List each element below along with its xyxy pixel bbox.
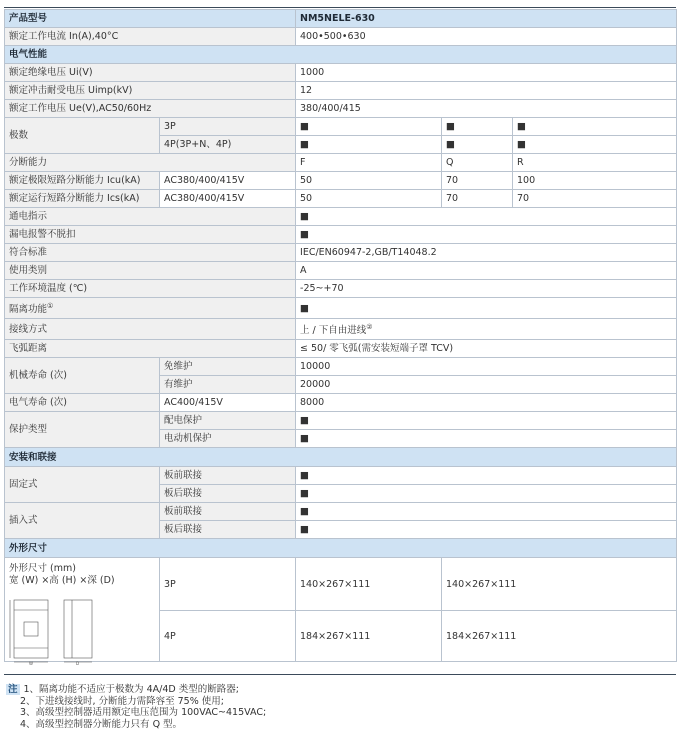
table-row (5, 280, 677, 298)
category-label: 使用类别 (5, 262, 296, 280)
protection-value: ■ (296, 430, 677, 448)
poles-cell: ■ (296, 136, 442, 154)
poles-sub: 4P(3P+N、4P) (160, 136, 296, 154)
dims-sub: 4P (160, 611, 296, 662)
footnote-line: 4、高级型控制器分断能力只有 Q 型。 (20, 718, 183, 730)
ics-cell: 50 (296, 190, 442, 208)
mech-life-sub: 有维护 (160, 376, 296, 394)
ics-cell: 70 (513, 190, 677, 208)
fixed-value: ■ (296, 467, 677, 485)
elec-life-label: 电气寿命 (次) (5, 394, 160, 412)
icu-cell: 70 (442, 172, 513, 190)
footnote-line: 3、高级型控制器适用额定电压范围为 100VAC~415VAC; (20, 707, 267, 718)
elec-life-sub: AC400/415V (160, 394, 296, 412)
poles-label: 极数 (5, 118, 160, 154)
temperature-label: 工作环境温度 (℃) (5, 280, 296, 298)
arc-distance-value: ≤ 50/ 零飞弧(需安装短端子罩 TCV) (296, 340, 677, 358)
poles-cell: ■ (442, 136, 513, 154)
table-row (5, 154, 677, 172)
footnote-line: 2、下进线接线时, 分断能力需降容至 75% 使用; (20, 695, 224, 707)
dims-value: 184×267×111 (296, 611, 442, 662)
table-row (5, 28, 677, 46)
poles-cell: ■ (296, 118, 442, 136)
wiring-label: 接线方式 (5, 319, 296, 340)
protection-sub: 电动机保护 (160, 430, 296, 448)
icu-cell: 50 (296, 172, 442, 190)
footnote-text: 1、隔离功能不适应于极数为 4A/4D 类型的断路器; (23, 684, 239, 695)
fixed-label: 固定式 (5, 467, 160, 503)
isolation-label-text: 隔离功能 (9, 304, 48, 316)
fixed-sub: 板前联接 (160, 467, 296, 485)
spec-table (4, 9, 677, 662)
impulse-voltage-label: 额定冲击耐受电压 Uimp(kV) (5, 82, 296, 100)
table-row (5, 319, 677, 340)
impulse-voltage-value: 12 (296, 82, 677, 100)
dims-value: 184×267×111 (442, 611, 677, 662)
product-model-value: NM5NELE-630 (296, 10, 677, 28)
rated-current-value: 400•500•630 (296, 28, 677, 46)
dims-value: 140×267×111 (442, 558, 677, 611)
table-row (5, 226, 677, 244)
standard-value: IEC/EN60947-2,GB/T14048.2 (296, 244, 677, 262)
table-row (5, 82, 677, 100)
wiring-value-cell (296, 319, 677, 340)
poles-cell: ■ (442, 118, 513, 136)
power-indication-label: 通电指示 (5, 208, 296, 226)
mech-life-value: 20000 (296, 376, 677, 394)
arc-distance-label: 飞弧距离 (5, 340, 296, 358)
icu-cell: 100 (513, 172, 677, 190)
table-row (5, 412, 677, 430)
wiring-value: 上 / 下自由进线 (300, 325, 367, 337)
wiring-footnote-mark: ② (366, 323, 373, 332)
isolation-footnote-mark: ① (47, 302, 54, 310)
diagram-d-label: D (76, 661, 80, 666)
table-row (5, 262, 677, 280)
mech-life-sub: 免维护 (160, 358, 296, 376)
mech-life-value: 10000 (296, 358, 677, 376)
protection-sub: 配电保护 (160, 412, 296, 430)
table-row (5, 340, 677, 358)
dims-value: 140×267×111 (296, 558, 442, 611)
insulation-voltage-value: 1000 (296, 64, 677, 82)
ics-label: 额定运行短路分断能力 Ics(kA) (5, 190, 160, 208)
table-row (5, 208, 677, 226)
ics-sub: AC380/400/415V (160, 190, 296, 208)
operating-voltage-label: 额定工作电压 Ue(V),AC50/60Hz (5, 100, 296, 118)
dims-section-title: 外形尺寸 (5, 539, 677, 558)
footnotes (6, 684, 676, 730)
plugin-value: ■ (296, 503, 677, 521)
dims-sub: 3P (160, 558, 296, 611)
breaking-capacity-cell: R (513, 154, 677, 172)
fixed-value: ■ (296, 485, 677, 503)
category-value: A (296, 262, 677, 280)
diagram-w-label: W (29, 661, 33, 666)
protection-label: 保护类型 (5, 412, 160, 448)
product-model-label: 产品型号 (5, 10, 296, 28)
table-row (5, 467, 677, 485)
breaking-capacity-cell: F (296, 154, 442, 172)
leak-alarm-label: 漏电报警不脱扣 (5, 226, 296, 244)
bottom-rule (4, 674, 676, 675)
plugin-label: 插入式 (5, 503, 160, 539)
elec-life-value: 8000 (296, 394, 677, 412)
install-section-title: 安装和联接 (5, 448, 677, 467)
table-row (5, 100, 677, 118)
isolation-value: ■ (296, 298, 677, 319)
breaking-capacity-label: 分断能力 (5, 154, 296, 172)
mech-life-label: 机械寿命 (次) (5, 358, 160, 394)
section-header-electrical (5, 46, 677, 64)
table-row (5, 503, 677, 521)
electrical-section-title: 电气性能 (5, 46, 677, 64)
table-row (5, 298, 677, 319)
plugin-value: ■ (296, 521, 677, 539)
insulation-voltage-label: 额定绝缘电压 Ui(V) (5, 64, 296, 82)
table-row (5, 244, 677, 262)
poles-cell: ■ (513, 118, 677, 136)
dims-label-line2: 宽 (W) ×高 (H) ×深 (D) (9, 575, 115, 587)
temperature-value: -25~+70 (296, 280, 677, 298)
protection-value: ■ (296, 412, 677, 430)
table-row (5, 172, 677, 190)
poles-cell: ■ (513, 136, 677, 154)
table-row (5, 118, 677, 136)
section-header-install (5, 448, 677, 467)
footnote-line (6, 684, 676, 696)
table-row (5, 394, 677, 412)
dims-label-line1: 外形尺寸 (mm) (9, 563, 76, 575)
poles-sub: 3P (160, 118, 296, 136)
plugin-sub: 板后联接 (160, 521, 296, 539)
breaker-side-outline (64, 600, 92, 658)
icu-sub: AC380/400/415V (160, 172, 296, 190)
leak-alarm-value: ■ (296, 226, 677, 244)
operating-voltage-value: 380/400/415 (296, 100, 677, 118)
top-rule (4, 7, 676, 8)
breaker-front-outline (14, 600, 48, 658)
notes-tag: 注 (8, 684, 18, 695)
standard-label: 符合标准 (5, 244, 296, 262)
dimension-diagram (6, 596, 106, 666)
rated-current-label: 额定工作电流 In(A),40°C (5, 28, 296, 46)
table-header-row (5, 10, 677, 28)
breaking-capacity-cell: Q (442, 154, 513, 172)
section-header-dims (5, 539, 677, 558)
isolation-label (5, 298, 296, 319)
fixed-sub: 板后联接 (160, 485, 296, 503)
icu-label: 额定极限短路分断能力 Icu(kA) (5, 172, 160, 190)
power-indication-value: ■ (296, 208, 677, 226)
plugin-sub: 板前联接 (160, 503, 296, 521)
table-row (5, 358, 677, 376)
ics-cell: 70 (442, 190, 513, 208)
table-row (5, 190, 677, 208)
table-row (5, 64, 677, 82)
